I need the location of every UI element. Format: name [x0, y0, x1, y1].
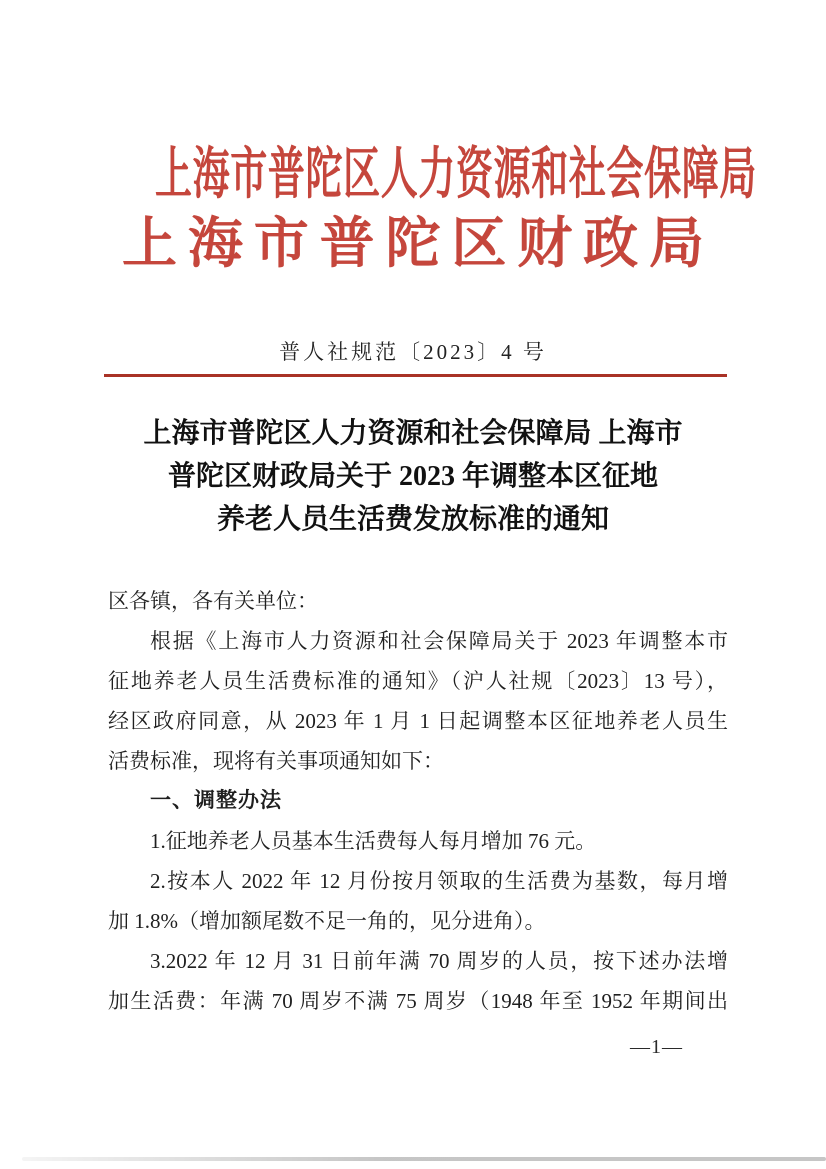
page-number: —1— [630, 1036, 683, 1058]
body-line-salutation: 区各镇，各有关单位： [108, 589, 318, 613]
body-line: 加 1.8%（增加额尾数不足一角的，见分进角）。 [108, 909, 546, 933]
notice-title-line2: 普陀区财政局关于 2023 年调整本区征地 [167, 461, 658, 492]
notice-title [0, 412, 826, 541]
body-line: 活费标准，现将有关事项通知如下： [108, 749, 444, 773]
body-line: 根据《上海市人力资源和社会保障局关于 2023 年调整本市 [150, 629, 728, 653]
red-divider-line [104, 374, 727, 377]
body-section-heading: 一、调整办法 [150, 789, 282, 812]
notice-title-line3: 养老人员生活费发放标准的通知 [216, 504, 609, 535]
notice-body [108, 581, 728, 1021]
body-line: 加生活费：年满 70 周岁不满 75 周岁（1948 年至 1952 年期间出 [108, 989, 728, 1013]
doc-number: 普人社规范〔2023〕4 号 [279, 340, 547, 364]
body-line-item-1: 1.征地养老人员基本生活费每人每月增加 76 元。 [150, 829, 597, 853]
body-line-item-3: 3.2022 年 12 月 31 日前年满 70 周岁的人员，按下述办法增 [150, 949, 728, 973]
body-line: 征地养老人员生活费标准的通知》（沪人社规〔2023〕13 号）， [108, 669, 728, 693]
letterhead [0, 140, 826, 275]
letterhead-org-line1 [0, 140, 826, 210]
notice-title-line1: 上海市普陀区人力资源和社会保障局 上海市 [143, 418, 683, 449]
body-line-item-2: 2.按本人 2022 年 12 月份按月领取的生活费为基数，每月增 [150, 869, 728, 893]
body-line: 经区政府同意，从 2023 年 1 月 1 日起调整本区征地养老人员生 [108, 709, 728, 733]
page-bottom-scan-shadow [22, 1157, 826, 1161]
org-name-line1: 上海市普陀区人力资源和社会保障局 [155, 144, 757, 206]
org-name-line2: 上海市普陀区财政局 [122, 213, 704, 274]
